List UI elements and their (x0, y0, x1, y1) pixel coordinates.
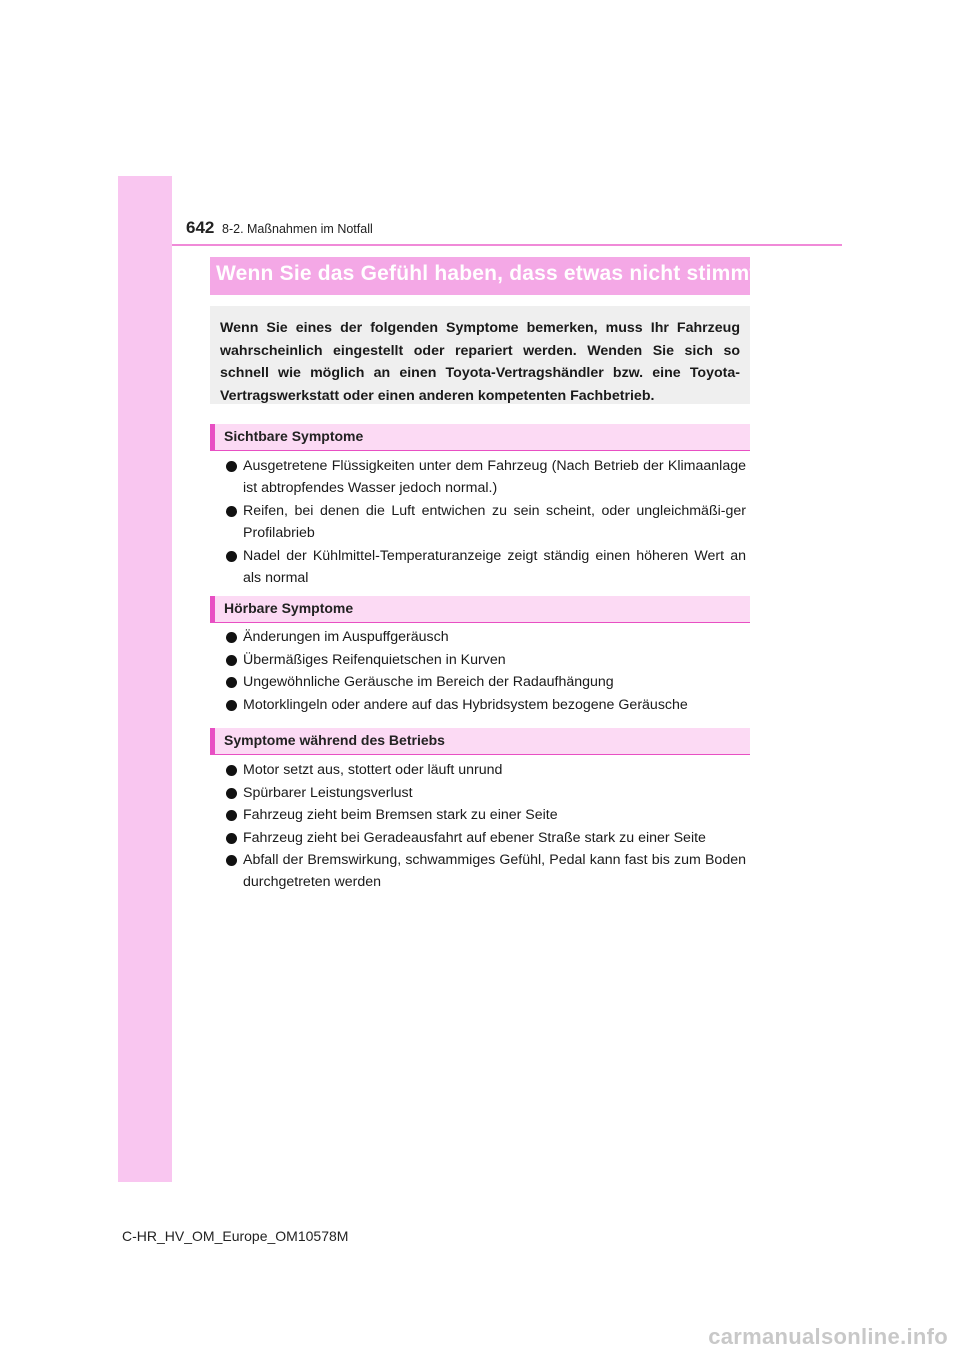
operating-symptoms-list (226, 760, 746, 893)
list-item (226, 783, 746, 805)
bullet-icon (226, 551, 237, 562)
list-item (226, 805, 746, 827)
list-item (226, 672, 746, 694)
list-item (226, 760, 746, 782)
bullet-icon (226, 855, 237, 866)
list-item-text: Ausgetretene Flüssigkeiten unter dem Fahrzeug (Nach Betrieb der Klimaanlage ist abtropfendes Wasser jedoch normal.) (243, 458, 746, 496)
bullet-icon (226, 677, 237, 688)
page-number: 642 (186, 218, 215, 237)
audible-symptoms-list (226, 627, 746, 716)
breadcrumb: 8-2. Maßnahmen im Notfall (222, 222, 373, 236)
list-item (226, 695, 746, 717)
bullet-icon (226, 788, 237, 799)
watermark: carmanualsonline.info (708, 1324, 948, 1349)
list-item-text: Fahrzeug zieht bei Geradeausfahrt auf ebener Straße stark zu einer Seite (243, 829, 706, 846)
section-heading-label: Hörbare Symptome (224, 600, 354, 616)
bullet-icon (226, 655, 237, 666)
bullet-icon (226, 765, 237, 776)
bullet-icon (226, 700, 237, 711)
list-item (226, 546, 746, 589)
list-item (226, 627, 746, 649)
list-item-text: Reifen, bei denen die Luft entwichen zu sein scheint, oder ungleichmäßi-ger Profilabrieb (243, 503, 746, 541)
list-item-text: Abfall der Bremswirkung, schwammiges Gefühl, Pedal kann fast bis zum Boden durchgetreten werden (243, 852, 746, 890)
bullet-icon (226, 632, 237, 643)
list-item (226, 456, 746, 499)
list-item-text: Nadel der Kühlmittel-Temperaturanzeige zeigt ständig einen höheren Wert an als normal (243, 548, 746, 586)
bullet-icon (226, 506, 237, 517)
list-item-text: Motorklingeln oder andere auf das Hybridsystem bezogene Geräusche (243, 696, 688, 713)
list-item-text: Motor setzt aus, stottert oder läuft unrund (243, 762, 503, 778)
bullet-icon (226, 461, 237, 472)
section-heading-operating-symptoms (210, 728, 750, 755)
section-heading-label: Sichtbare Symptome (224, 428, 364, 444)
intro-text: Wenn Sie eines der folgenden Symptome bemerken, muss Ihr Fahrzeug wahrscheinlich eingestellt oder repariert werden. Wenden Sie sich so schnell wie möglich an einen Toyota-Vertragshändler bzw. eine Toyota-Vertragswerkstatt oder einen anderen kompetenten Fachbetrieb. (220, 320, 740, 404)
bullet-icon (226, 833, 237, 844)
list-item-text: Fahrzeug zieht beim Bremsen stark zu einer Seite (243, 807, 558, 823)
list-item (226, 828, 746, 850)
visible-symptoms-list (226, 456, 746, 589)
section-heading-label: Symptome während des Betriebs (224, 732, 445, 748)
page-title: Wenn Sie das Gefühl haben, dass etwas nicht stimmt (216, 262, 757, 285)
list-item-text: Ungewöhnliche Geräusche im Bereich der Radaufhängung (243, 674, 614, 690)
intro-box (210, 306, 750, 404)
list-item (226, 501, 746, 544)
list-item (226, 850, 746, 893)
list-item-text: Änderungen im Auspuffgeräusch (243, 629, 449, 645)
section-heading-visible-symptoms (210, 424, 750, 451)
document-code: C-HR_HV_OM_Europe_OM10578M (122, 1228, 349, 1244)
list-item-text: Spürbarer Leistungsverlust (243, 784, 413, 801)
bullet-icon (226, 810, 237, 821)
list-item (226, 650, 746, 672)
header-rule (172, 244, 842, 246)
side-band (118, 176, 172, 1182)
section-heading-audible-symptoms (210, 596, 750, 623)
list-item-text: Übermäßiges Reifenquietschen in Kurven (243, 651, 506, 668)
